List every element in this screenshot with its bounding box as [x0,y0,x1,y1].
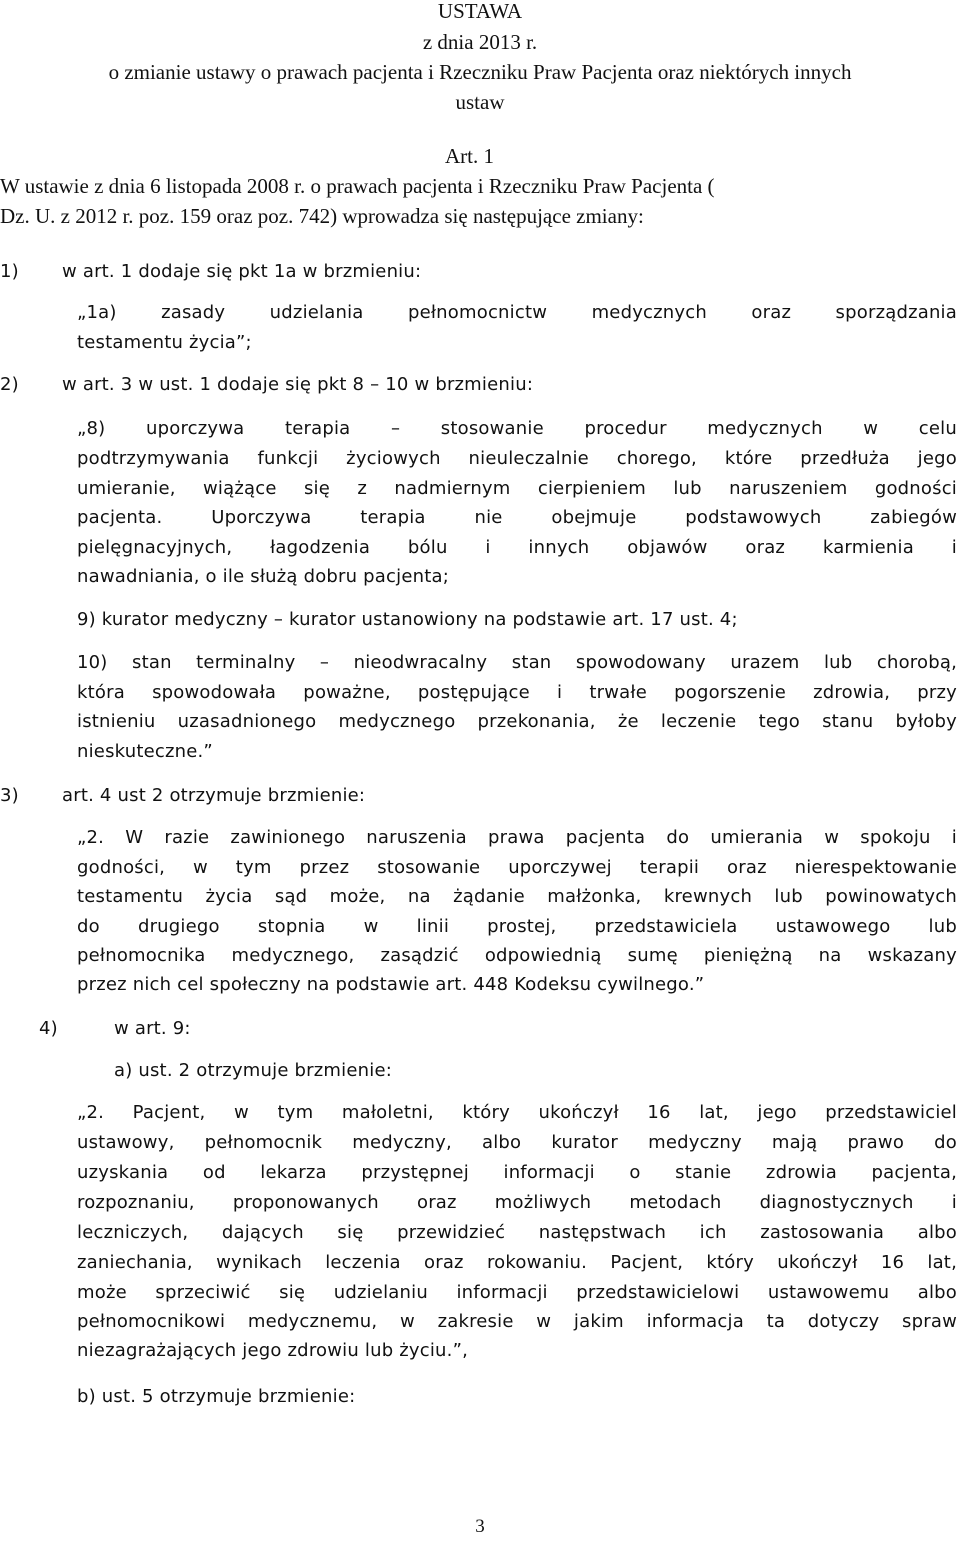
item-4a-quote-line: leczniczych, dających się przewidzieć następstwach ich zastosowania albo [77,1222,957,1243]
item-2 [0,370,533,400]
item-1 [0,257,421,287]
item-3-quote-line: przez nich cel społeczny na podstawie art. 448 Kodeksu cywilnego.” [77,974,705,995]
article-heading: Art. 1 [445,144,494,168]
item-4a-quote-line: pełnomocnikowi medycznemu, w zakresie w jakim informacja ta dotyczy spraw [77,1311,957,1332]
item-2-number: 2) [0,374,19,395]
act-date: z dnia 2013 r. [422,30,538,54]
item-1-quote-line-2: testamentu życia”; [77,332,252,353]
page-number: 3 [475,1516,485,1537]
item-3-quote-line: do drugiego stopnia w linii prostej, przedstawiciela ustawowego lub [77,916,957,937]
item-3 [0,781,365,811]
item-3-quote-line: godności, w tym przez stosowanie uporczywej terapii oraz nierespektowanie [77,857,957,878]
item-3-text: art. 4 ust 2 otrzymuje brzmienie: [62,785,366,806]
intro-line-2: Dz. U. z 2012 r. poz. 159 oraz poz. 742) wprowadza się następujące zmiany: [0,204,644,228]
point-8-line: pielęgnacyjnych, łagodzenia bólu i innych objawów oraz karmienia i [77,537,957,558]
point-10-line: 10) stan terminalny – nieodwracalny stan spowodowany urazem lub chorobą, [77,652,957,673]
point-8-line: umieranie, wiążące się z nadmiernym cierpieniem lub naruszeniem godności [77,478,957,499]
point-10-line: nieskuteczne.” [77,741,213,762]
item-4a-label: a) ust. 2 otrzymuje brzmienie: [114,1060,392,1081]
item-3-quote-line: pełnomocnika medycznego, zasądzić odpowiednią sumę pieniężną na wskazany [77,945,957,966]
point-8-line: nawadniania, o ile służą dobru pacjenta; [77,566,449,587]
item-4a-quote-line: rozpoznaniu, proponowanych oraz możliwych metodach diagnostycznych i [77,1192,957,1213]
act-subtitle-line2: ustaw [455,90,505,114]
item-4-number: 4) [39,1018,58,1039]
item-3-quote-line: testamentu życia sąd może, na żądanie małżonka, krewnych lub powinowatych [77,886,957,907]
point-10-line: która spowodowała poważne, postępujące i trwałe pogorszenie zdrowia, przy [77,682,957,703]
point-8-line: podtrzymywania funkcji życiowych nieuleczalnie chorego, które przedłuża jego [77,448,957,469]
item-4a-quote-line: uzyskania od lekarza przystępnej informacji o stanie zdrowia pacjenta, [77,1162,957,1183]
item-3-quote-line: „2. W razie zawinionego naruszenia prawa pacjenta do umierania w spokoju i [77,827,957,848]
item-4b-label: b) ust. 5 otrzymuje brzmienie: [77,1386,356,1407]
item-1-quote-line-1: „1a) zasady udzielania pełnomocnictw medycznych oraz sporządzania [77,302,957,323]
item-3-number: 3) [0,785,19,806]
item-2-text: w art. 3 w ust. 1 dodaje się pkt 8 – 10 w brzmieniu: [62,374,534,395]
point-8-line: pacjenta. Uporczywa terapia nie obejmuje podstawowych zabiegów [77,507,957,528]
item-4-text: w art. 9: [114,1018,191,1039]
item-4a-quote-line: ustawowy, pełnomocnik medyczny, albo kurator medyczny mają prawo do [77,1132,957,1153]
item-4 [39,1014,191,1044]
point-8-line: „8) uporczywa terapia – stosowanie procedur medycznych w celu [77,418,957,439]
point-10-line: istnieniu uzasadnionego medycznego przekonania, że leczenie tego stanu byłoby [77,711,957,732]
point-9: 9) kurator medyczny – kurator ustanowiony na podstawie art. 17 ust. 4; [77,609,738,630]
item-1-text: w art. 1 dodaje się pkt 1a w brzmieniu: [62,261,422,282]
act-title: USTAWA [437,0,523,23]
item-4a-quote-line: zaniechania, wynikach leczenia oraz rokowaniu. Pacjent, który ukończył 16 lat, [77,1252,957,1273]
item-4a-quote-line: może sprzeciwić się udzielaniu informacji przedstawicielowi ustawowemu albo [77,1282,957,1303]
item-4a-quote-line: „2. Pacjent, w tym małoletni, który ukończył 16 lat, jego przedstawiciel [77,1102,957,1123]
item-1-number: 1) [0,261,19,282]
act-subtitle-line1: o zmianie ustawy o prawach pacjenta i Rzeczniku Praw Pacjenta oraz niektórych innych [108,60,852,84]
item-4a-quote-line: niezagrażających jego zdrowiu lub życiu.”, [77,1340,469,1361]
intro-line-1: W ustawie z dnia 6 listopada 2008 r. o prawach pacjenta i Rzeczniku Praw Pacjenta ( [0,174,715,198]
